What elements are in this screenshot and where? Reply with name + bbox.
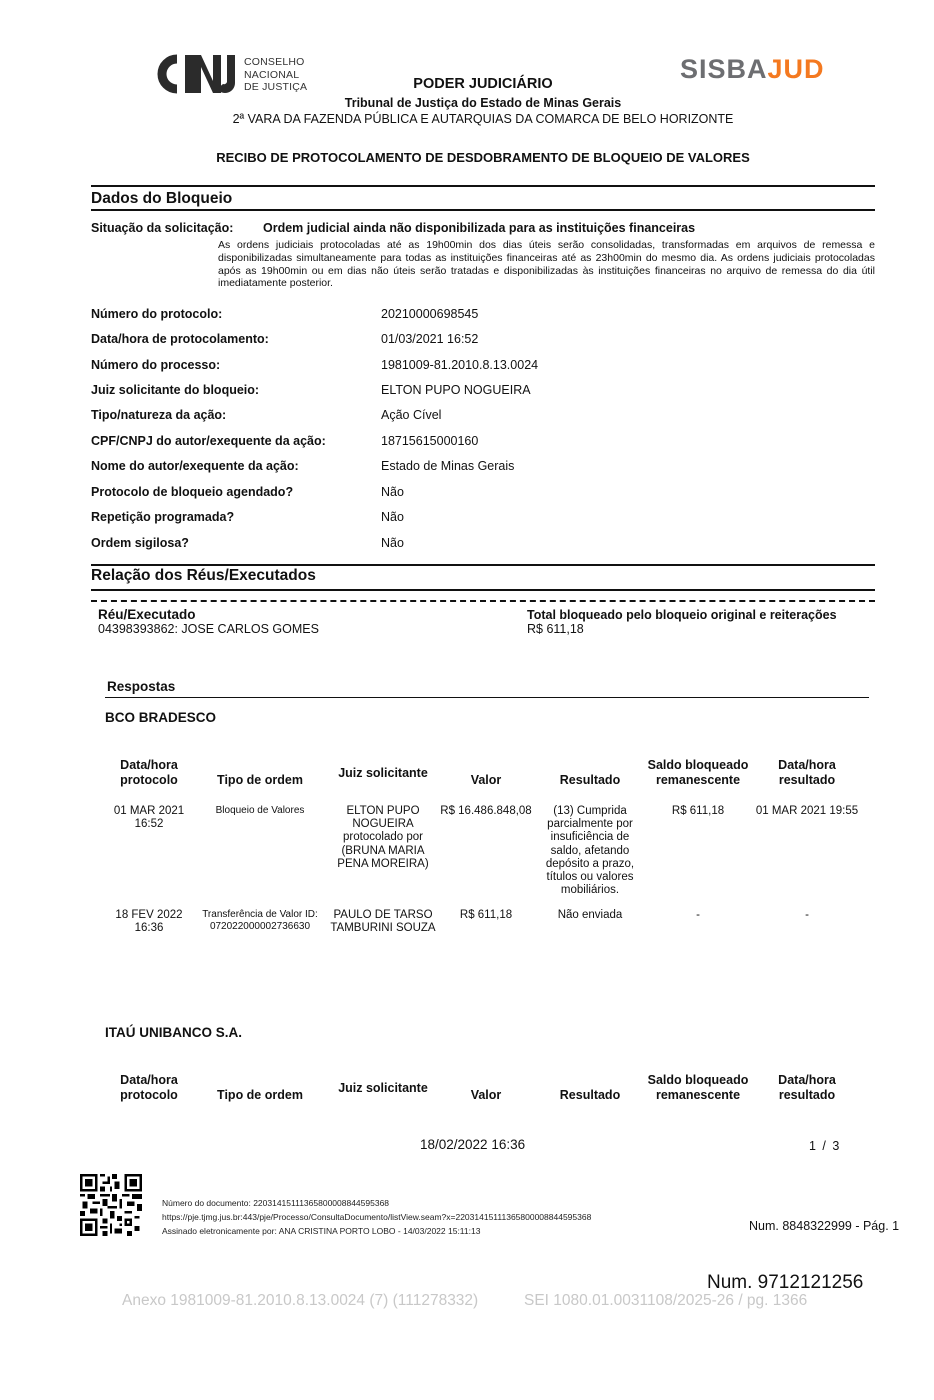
field-label: Repetição programada? — [91, 510, 235, 524]
col-header-tipo-ordem: Tipo de ordem — [217, 1088, 303, 1102]
section-rule-bottom — [91, 589, 875, 591]
signature-line: Assinado eletronicamente por: ANA CRISTINA PORTO LOBO - 14/03/2022 15:11:13 — [162, 1226, 481, 1236]
section-title-dados: Dados do Bloqueio — [91, 190, 233, 207]
table-cell-tipo: Bloqueio de Valores — [215, 805, 305, 816]
field-value: 20210000698545 — [381, 307, 479, 321]
header-title: PODER JUDICIÁRIO — [413, 76, 553, 92]
field-label: Data/hora de protocolamento: — [91, 332, 269, 346]
col-header-valor: Valor — [470, 773, 502, 787]
anexo-watermark: Anexo 1981009-81.2010.8.13.0024 (7) (111278332) — [122, 1292, 479, 1309]
table-cell-saldo: R$ 611,18 — [671, 805, 725, 817]
field-label: CPF/CNPJ do autor/exequente da ação: — [91, 434, 326, 448]
col-header-data-resultado: Data/hora resultado — [778, 1073, 836, 1102]
col-header-data-resultado: Data/hora resultado — [778, 758, 836, 787]
total-value: R$ 611,18 — [527, 622, 584, 636]
header-vara: 2ª VARA DA FAZENDA PÚBLICA E AUTARQUIAS DA COMARCA DE BELO HORIZONTE — [232, 112, 734, 126]
table-cell-data-resultado: 01 MAR 2021 19:55 — [755, 805, 859, 817]
field-value: Ação Cível — [381, 408, 442, 422]
table-cell-resultado: Não enviada — [557, 909, 623, 921]
field-value: Não — [381, 510, 404, 524]
cnj-line-3: DE JUSTIÇA — [244, 81, 308, 93]
col-header-saldo: Saldo bloqueado remanescente — [647, 758, 749, 787]
respostas-rule — [105, 697, 869, 698]
col-header-valor: Valor — [470, 1088, 502, 1102]
table-cell-juiz: ELTON PUPO NOGUEIRA protocolado por (BRUNA MARIA PENA MOREIRA) — [337, 805, 429, 870]
page-counter: 1 / 3 — [809, 1139, 840, 1153]
table-cell-resultado: (13) Cumprida parcialmente por insuficiência de saldo, afetando depósito a prazo, títulos ou valores mobiliários. — [545, 805, 635, 897]
situacao-note: As ordens judiciais protocoladas até as 19h00min dos dias úteis serão consolidadas, transformadas em arquivos de remessa e disponibilizadas simultaneamente para todas as instituições financeiras até as 23h00min do mesmo dia. As ordens judiciais protocoladas após as 19h00min ou em dias não úteis serão tratadas e disponibilizadas às instituições financeiras no arquivo de remessa do dia útil imediatamente posterior. — [218, 239, 875, 290]
col-header-juiz: Juiz solicitante — [338, 1081, 428, 1095]
print-date: 18/02/2022 16:36 — [420, 1137, 526, 1152]
col-header-juiz: Juiz solicitante — [338, 766, 428, 780]
table-cell-tipo: Transferência de Valor ID: 072022000002736630 — [202, 909, 318, 932]
table-cell-data: 01 MAR 2021 16:52 — [113, 805, 185, 831]
field-label: Número do protocolo: — [91, 307, 223, 321]
table-cell-saldo: - — [696, 909, 700, 921]
col-header-resultado: Resultado — [559, 1088, 621, 1102]
situacao-label: Situação da solicitação: — [91, 221, 234, 235]
field-value: 01/03/2021 16:52 — [381, 332, 479, 346]
sisbajud-logo-jud: JUD — [767, 54, 825, 84]
situacao-value: Ordem judicial ainda não disponibilizada para as instituições financeiras — [263, 221, 696, 235]
reu-label: Réu/Executado — [98, 607, 196, 622]
col-header-resultado: Resultado — [559, 773, 621, 787]
num-page: Num. 8848322999 - Pág. 1 — [749, 1219, 900, 1233]
field-label: Nome do autor/exequente da ação: — [91, 459, 299, 473]
header-tribunal: Tribunal de Justiça do Estado de Minas Gerais — [344, 96, 622, 110]
respostas-title: Respostas — [107, 679, 176, 694]
sei-watermark: SEI 1080.01.0031108/2025-26 / pg. 1366 — [524, 1292, 808, 1309]
bank-name: BCO BRADESCO — [105, 710, 217, 725]
field-value: 1981009-81.2010.8.13.0024 — [381, 358, 539, 372]
section-rule-top — [91, 185, 875, 187]
doc-number: Número do documento: 22031415111365800008844595368 — [162, 1198, 390, 1208]
dashed-divider — [91, 600, 875, 602]
field-value: ELTON PUPO NOGUEIRA — [381, 383, 531, 397]
cnj-line-2: NACIONAL — [244, 68, 300, 81]
field-label: Protocolo de bloqueio agendado? — [91, 485, 294, 499]
field-label: Tipo/natureza da ação: — [91, 408, 227, 422]
table-cell-data: 18 FEV 2022 16:36 — [115, 909, 183, 935]
cnj-line-1: CONSELHO — [244, 56, 305, 68]
field-value: Estado de Minas Gerais — [381, 459, 515, 473]
table-cell-juiz: PAULO DE TARSO TAMBURINI SOUZA — [330, 909, 436, 935]
field-value: Não — [381, 485, 404, 499]
col-header-data-protocolo: Data/hora protocolo — [120, 758, 178, 787]
col-header-tipo-ordem: Tipo de ordem — [217, 773, 303, 787]
qr-code-icon — [80, 1174, 142, 1236]
field-value: Não — [381, 536, 404, 550]
section-rule-top — [91, 564, 875, 566]
total-label: Total bloqueado pelo bloqueio original e reiterações — [527, 608, 837, 622]
col-header-saldo: Saldo bloqueado remanescente — [647, 1073, 749, 1102]
sisbajud-logo-sisba: SISBA — [680, 54, 768, 84]
document-title: RECIBO DE PROTOCOLAMENTO DE DESDOBRAMENTO DE BLOQUEIO DE VALORES — [216, 150, 750, 165]
doc-url[interactable]: https://pje.tjmg.jus.br:443/pje/Processo/ConsultaDocumento/listView.seam?x=22031415111365800008844595368 — [162, 1212, 592, 1222]
col-header-data-protocolo: Data/hora protocolo — [120, 1073, 178, 1102]
field-value: 18715615000160 — [381, 434, 479, 448]
field-label: Número do processo: — [91, 358, 221, 372]
table-cell-valor: R$ 16.486.848,08 — [440, 805, 532, 817]
section-title-reus: Relação dos Réus/Executados — [91, 567, 316, 584]
num-big: Num. 9712121256 — [707, 1272, 864, 1293]
table-cell-valor: R$ 611,18 — [459, 909, 513, 921]
field-label: Ordem sigilosa? — [91, 536, 189, 550]
section-rule-bottom — [91, 209, 875, 211]
table-cell-data-resultado: - — [805, 909, 809, 921]
reu-value: 04398393862: JOSE CARLOS GOMES — [98, 622, 319, 636]
field-label: Juiz solicitante do bloqueio: — [91, 383, 260, 397]
bank-name: ITAÚ UNIBANCO S.A. — [105, 1025, 242, 1040]
